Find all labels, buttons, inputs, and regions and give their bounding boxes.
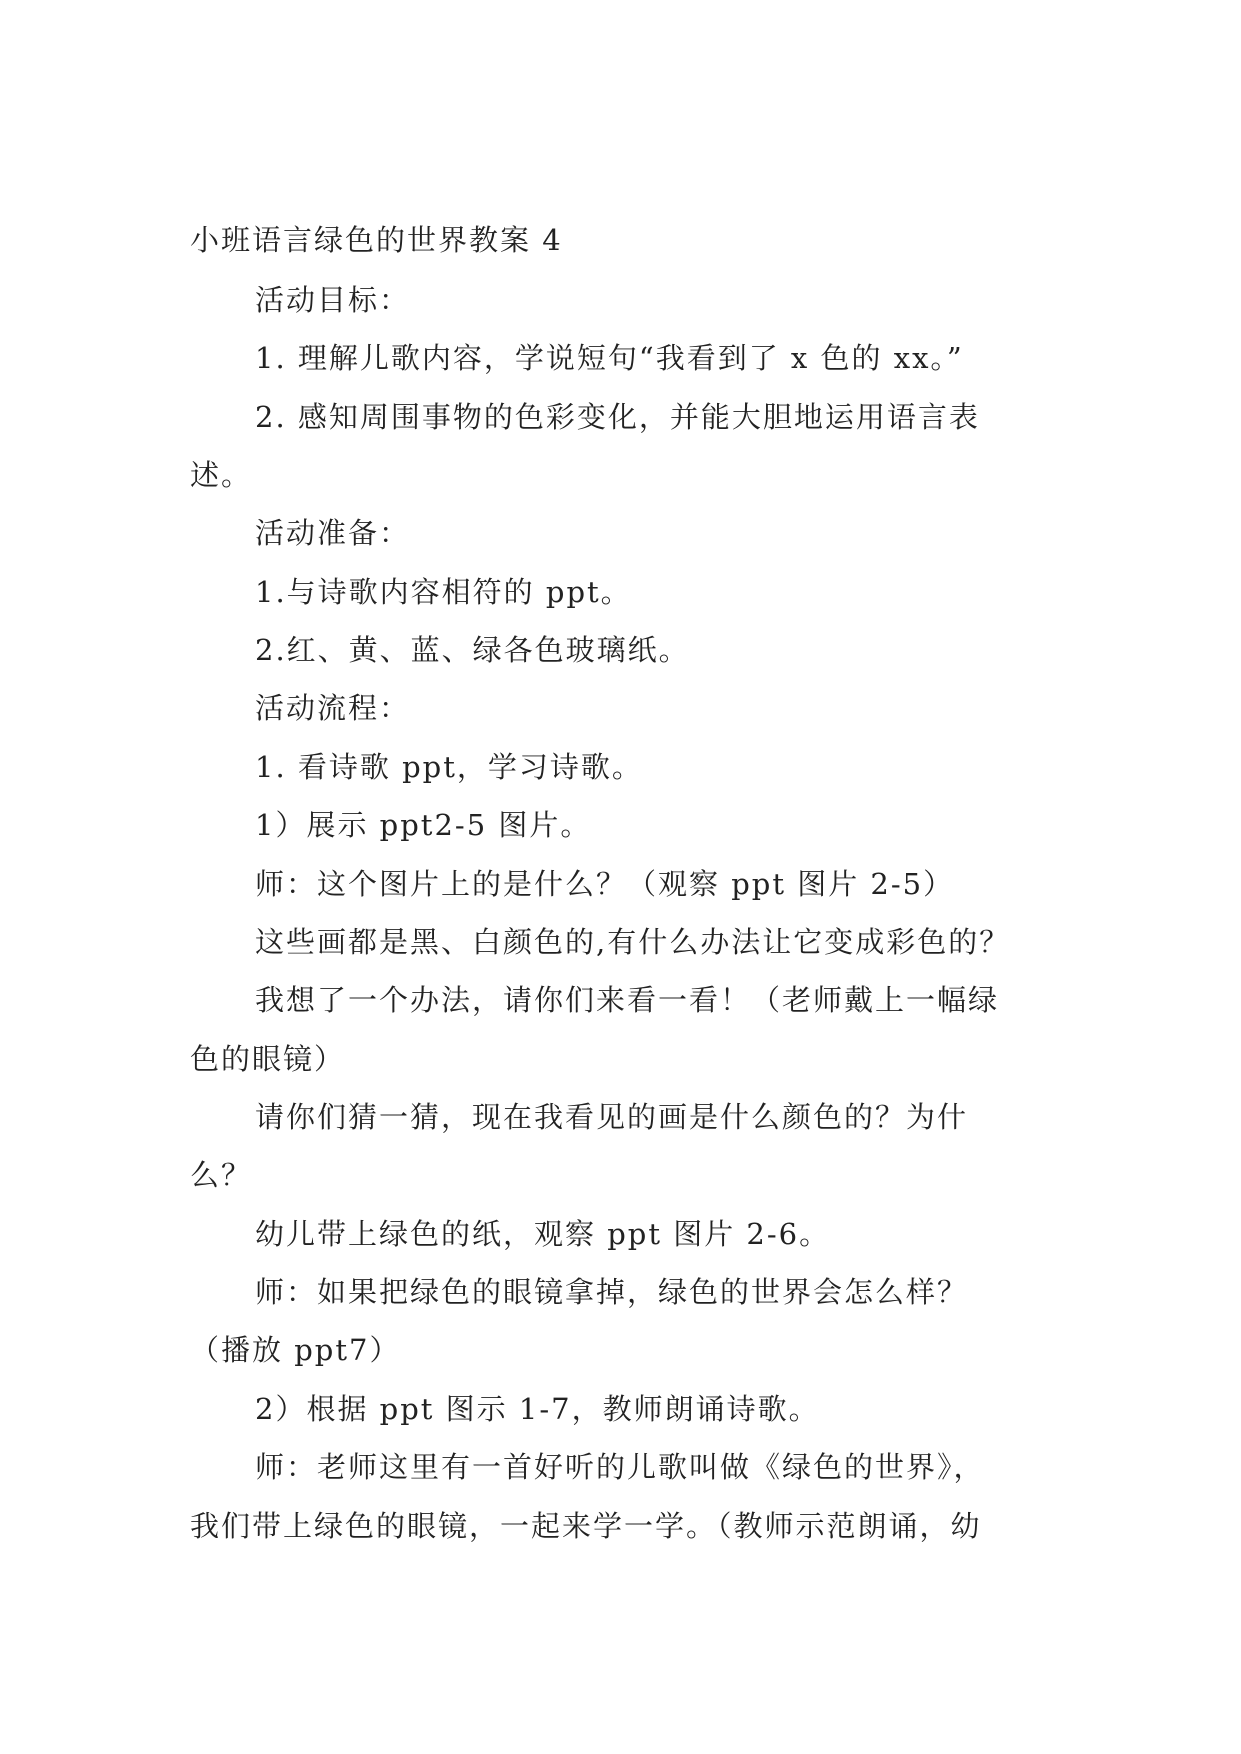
text-line: 幼儿带上绿色的纸，观察 ppt 图片 2-6。 (255, 1217, 831, 1251)
document-title: 小班语言绿色的世界教案 4 (190, 223, 563, 257)
text-line: 我们带上绿色的眼镜，一起来学一学。（教师示范朗诵，幼 (190, 1509, 982, 1543)
text-line: 1.与诗歌内容相符的 ppt。 (255, 575, 632, 609)
text-line: 活动流程： (255, 691, 411, 725)
text-line: 活动目标： (255, 283, 411, 317)
text-line: （播放 ppt7） (190, 1333, 401, 1367)
text-line: 1. 看诗歌 ppt，学习诗歌。 (255, 750, 643, 784)
text-line: 请你们猜一猜，现在我看见的画是什么颜色的？为什 (255, 1100, 969, 1134)
text-line: 活动准备： (255, 516, 411, 550)
text-line: 我想了一个办法，请你们来看一看！（老师戴上一幅绿 (255, 983, 1000, 1017)
text-line: 1）展示 ppt2-5 图片。 (255, 808, 592, 842)
text-line: 么？ (190, 1158, 253, 1192)
text-line: 师：这个图片上的是什么？（观察 ppt 图片 2-5） (255, 867, 955, 901)
text-line: 师：如果把绿色的眼镜拿掉，绿色的世界会怎么样？ (255, 1275, 969, 1309)
text-line: 2. 感知周围事物的色彩变化，并能大胆地运用语言表 (255, 400, 980, 434)
text-line: 师：老师这里有一首好听的儿歌叫做《绿色的世界》， (255, 1450, 985, 1484)
text-line: 2）根据 ppt 图示 1-7，教师朗诵诗歌。 (255, 1392, 820, 1426)
text-line: 2.红、黄、蓝、绿各色玻璃纸。 (255, 633, 690, 667)
text-line: 色的眼镜） (190, 1042, 346, 1076)
text-line: 1. 理解儿歌内容，学说短句“我看到了 x 色的 xx。” (255, 341, 964, 375)
text-line: 述。 (190, 458, 253, 492)
text-line: 这些画都是黑、白颜色的,有什么办法让它变成彩色的？ (255, 925, 1011, 959)
